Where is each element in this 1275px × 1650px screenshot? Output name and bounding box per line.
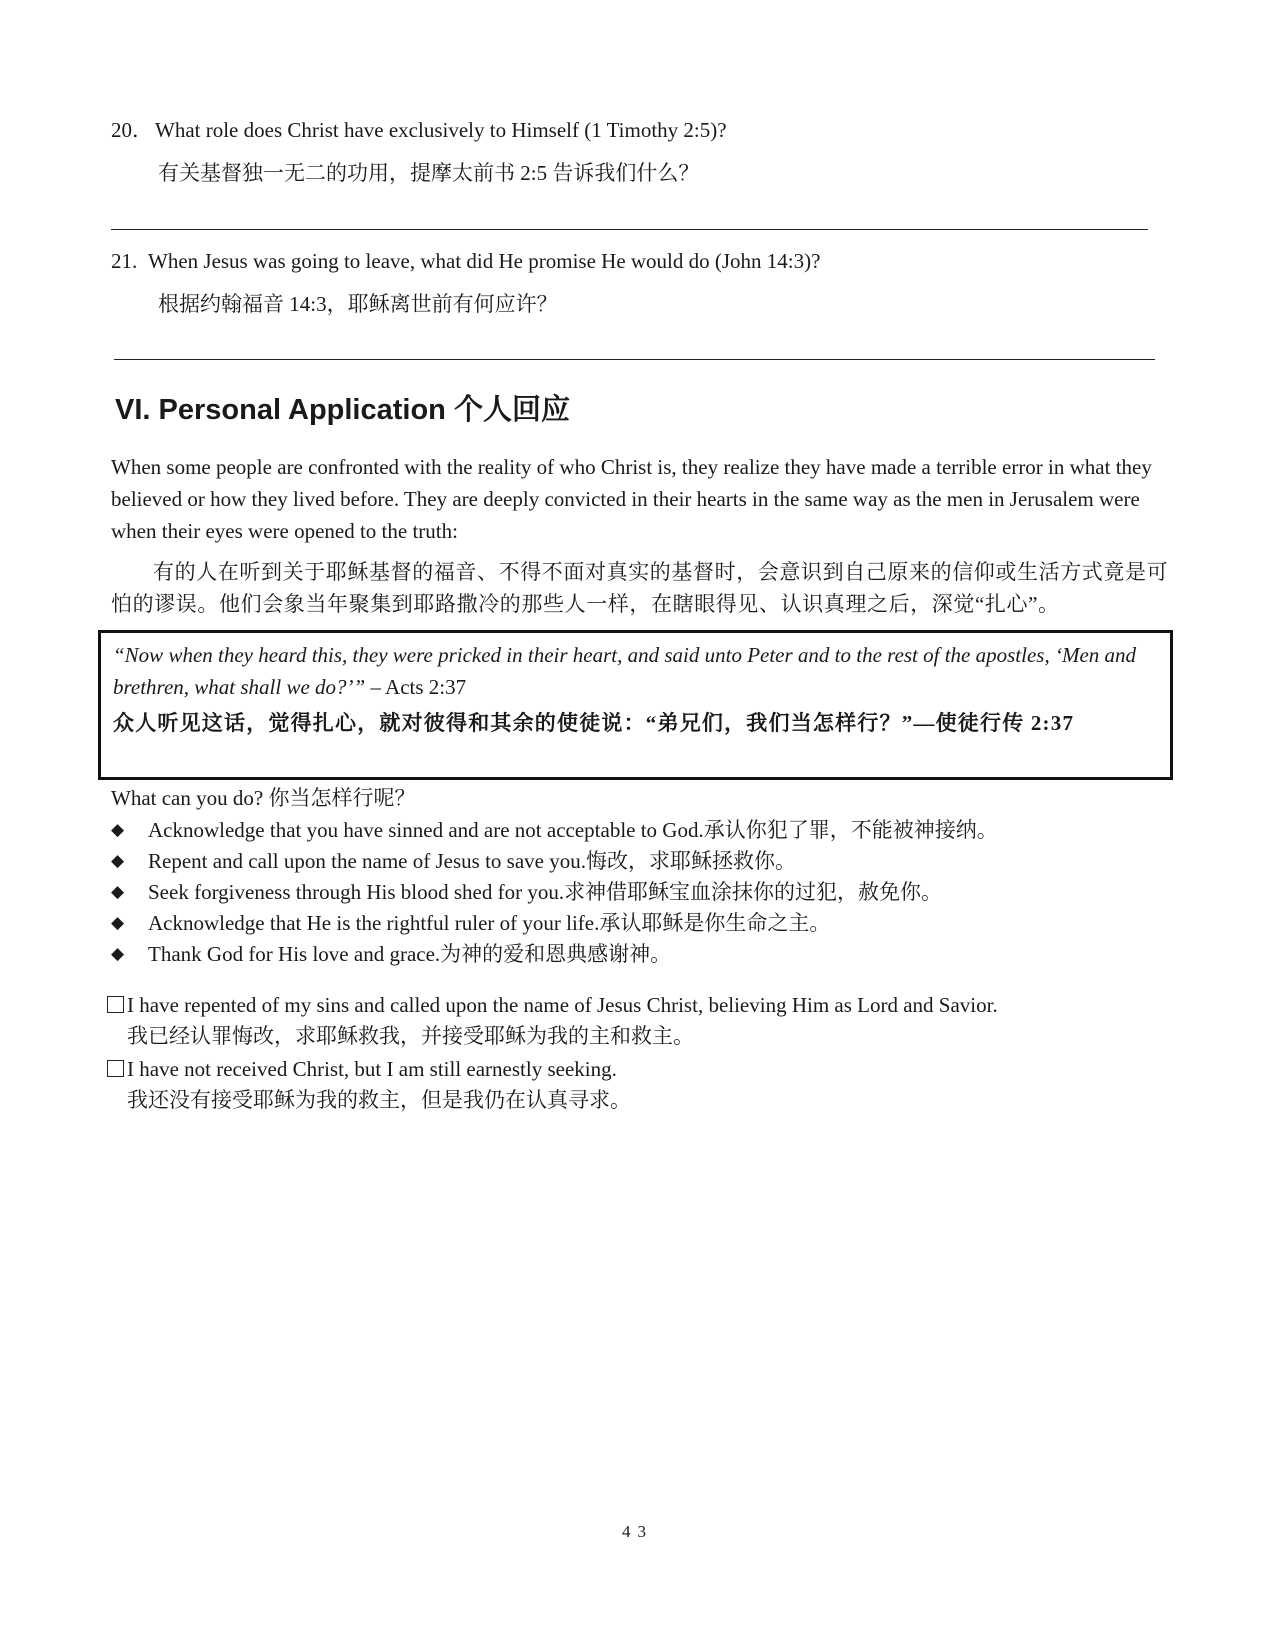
checkbox-option-accepted[interactable]	[107, 990, 998, 1020]
list-item: ◆ Thank God for His love and grace.为神的爱和恩典感谢神。	[111, 939, 998, 970]
answer-line[interactable]	[114, 359, 1155, 360]
intro-paragraph-en: When some people are confronted with the reality of who Christ is, they realize they have made a terrible error in what they believed or how they lived before. They are deeply convicted in their hearts in the same way as the men in Jerusalem were when their eyes were opened to the truth:	[111, 455, 1152, 543]
diamond-icon: ◆	[111, 944, 125, 964]
application-list	[111, 815, 998, 970]
what-can-you-do: What can you do? 你当怎样行呢？	[111, 786, 416, 810]
diamond-icon: ◆	[111, 820, 125, 840]
page-number: 43	[622, 1522, 653, 1541]
section-title-cn: 个人回应	[453, 392, 570, 426]
question-text-en: When Jesus was going to leave, what did He promise He would do (John 14:3)?	[148, 249, 821, 273]
diamond-icon: ◆	[111, 851, 125, 871]
list-item: ◆ Repent and call upon the name of Jesus to save you.悔改，求耶稣拯救你。	[111, 846, 998, 877]
question-number: 20．	[111, 118, 153, 142]
verse-text-en	[113, 639, 1158, 703]
section-heading	[115, 391, 570, 428]
verse-reference: – Acts 2:37	[365, 675, 467, 699]
scripture-box	[98, 630, 1173, 780]
section-title-en: VI. Personal Application	[115, 394, 446, 426]
answer-line[interactable]	[111, 229, 1148, 230]
verse-text-cn: 众人听见这话，觉得扎心，就对彼得和其余的使徒说：“弟兄们，我们当怎样行？”—使徒行传 2:37	[113, 711, 1075, 735]
question-21	[111, 246, 820, 276]
list-item: ◆ Seek forgiveness through His blood shed for you.求神借耶稣宝血涂抹你的过犯，赦免你。	[111, 877, 998, 908]
question-text-cn: 有关基督独一无二的功用，提摩太前书 2:5 告诉我们什么？	[158, 161, 700, 185]
checkbox-label-en: I have not received Christ, but I am still earnestly seeking.	[127, 1057, 617, 1081]
list-item: ◆ Acknowledge that He is the rightful ruler of your life.承认耶稣是你生命之主。	[111, 908, 998, 939]
checkbox-option-seeking[interactable]	[107, 1054, 617, 1084]
list-item: ◆ Acknowledge that you have sinned and are not acceptable to God.承认你犯了罪，不能被神接纳。	[111, 815, 998, 846]
question-20	[111, 115, 727, 145]
intro-paragraph-cn: 有的人在听到关于耶稣基督的福音、不得不面对真实的基督时，会意识到自己原来的信仰或生活方式竟是可怕的谬误。他们会象当年聚集到耶路撒冷的那些人一样，在瞎眼得见、认识真理之后，深觉“扎心”。	[111, 560, 1169, 616]
question-text-en: What role does Christ have exclusively to Himself (1 Timothy 2:5)?	[155, 118, 727, 142]
question-number: 21.	[111, 249, 138, 273]
verse-quote: “Now when they heard this, they were pricked in their heart, and said unto Peter and to the rest of the apostles, ‘Men and brethren, what shall we do?’”	[113, 643, 1137, 699]
checkbox-label-en: I have repented of my sins and called upon the name of Jesus Christ, believing Him as Lord and Savior.	[127, 993, 998, 1017]
checkbox-label-cn: 我已经认罪悔改，求耶稣救我，并接受耶稣为我的主和救主。	[127, 1024, 694, 1048]
diamond-icon: ◆	[111, 913, 125, 933]
diamond-icon: ◆	[111, 882, 125, 902]
question-text-cn: 根据约翰福音 14:3，耶稣离世前有何应许？	[158, 292, 558, 316]
checkbox[interactable]	[107, 996, 124, 1013]
checkbox-label-cn: 我还没有接受耶稣为我的救主，但是我仍在认真寻求。	[127, 1088, 631, 1112]
checkbox[interactable]	[107, 1060, 124, 1077]
